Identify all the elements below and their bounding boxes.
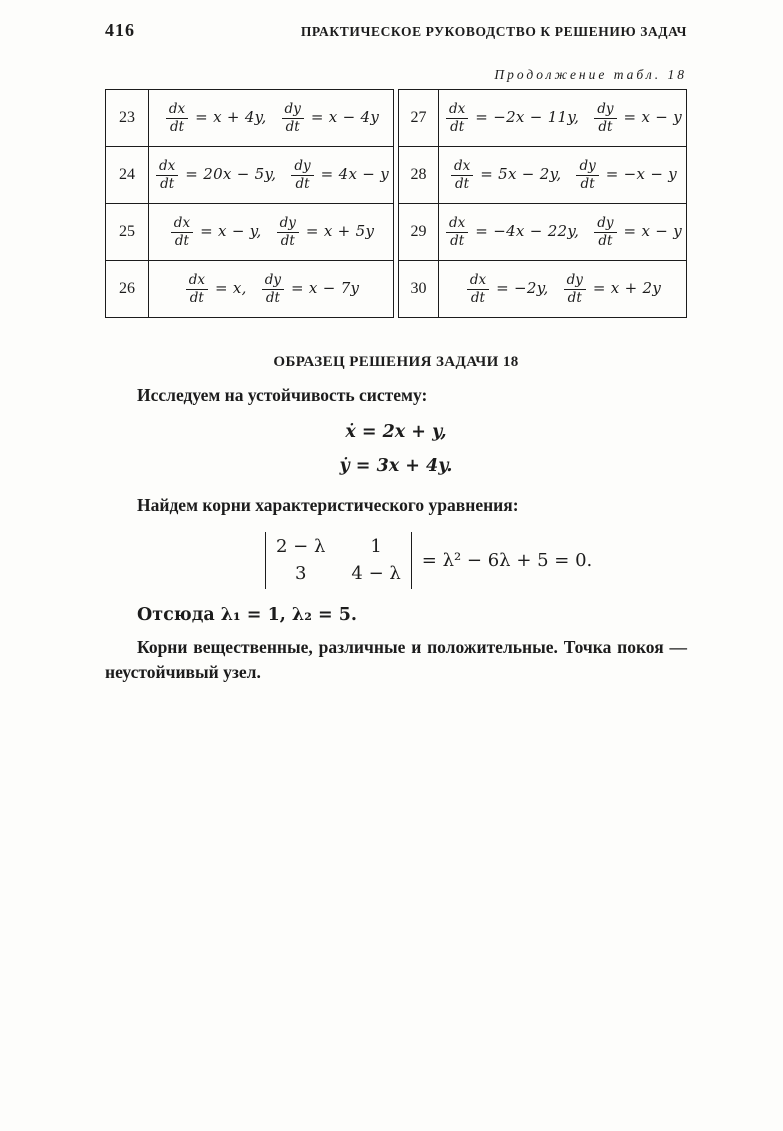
dy-dt-fraction: $\frac{dy}{dt}$: [291, 159, 313, 192]
dx-dt-fraction: $\frac{dx}{dt}$: [186, 273, 208, 306]
characteristic-polynomial: = λ² − 6λ + 5 = 0.: [421, 550, 593, 572]
matrix-cell-a12: 1: [370, 536, 382, 558]
dx-dt-fraction: $\frac{dx}{dt}$: [446, 216, 468, 249]
conclusion-paragraph: Корни вещественные, различные и положительные. Точка покоя — неустойчивый узел.: [105, 636, 687, 682]
equation-rhs: = −2y,: [496, 278, 549, 297]
problem-number: 28: [399, 147, 439, 204]
equation-rhs: = x + 5y: [305, 221, 375, 240]
problem-number: 27: [399, 90, 439, 147]
problem-number: 26: [106, 261, 149, 318]
dx-dt-fraction: $\frac{dx}{dt}$: [166, 102, 188, 135]
intro-paragraph: Исследуем на устойчивость систему:: [137, 385, 428, 405]
dy-dt-fraction: $\frac{dy}{dt}$: [576, 159, 598, 192]
equation-rhs: = x − y: [623, 107, 682, 126]
dy-dt-fraction: $\frac{dy}{dt}$: [594, 216, 616, 249]
problem-number: 25: [106, 204, 149, 261]
table-row: [399, 147, 687, 204]
dx-dt-fraction: $\frac{dx}{dt}$: [171, 216, 193, 249]
equation-rhs: = x,: [214, 278, 247, 297]
system-equations: [105, 416, 687, 483]
sample-solution-heading: ОБРАЗЕЦ РЕШЕНИЯ ЗАДАЧИ 18: [273, 354, 519, 370]
equation-rhs: = −4x − 22y,: [475, 221, 580, 240]
page-number: 416: [105, 20, 135, 40]
problem-number: 29: [399, 204, 439, 261]
system-eq-1: ẋ = 2x + y,: [345, 422, 447, 443]
table-row: [106, 147, 394, 204]
matrix-cell-a22: 4 − λ: [351, 562, 401, 584]
equation-rhs: = x − 7y: [291, 278, 360, 297]
running-head: [105, 0, 687, 41]
problem-equations: [439, 147, 687, 204]
table-row: [106, 261, 394, 318]
problem-equations: [439, 90, 687, 147]
table-row: [399, 261, 687, 318]
dy-dt-fraction: $\frac{dy}{dt}$: [277, 216, 299, 249]
problem-number: 30: [399, 261, 439, 318]
equation-rhs: = x − 4y: [310, 107, 380, 126]
equation-rhs: = 5x − 2y,: [480, 164, 562, 183]
determinant-matrix: [265, 532, 412, 589]
matrix-cell-a21: 3: [294, 562, 307, 584]
characteristic-intro-paragraph: Найдем корни характеристического уравнения:: [137, 494, 519, 515]
running-title: ПРАКТИЧЕСКОЕ РУКОВОДСТВО К РЕШЕНИЮ ЗАДАЧ: [300, 24, 687, 39]
table-row: [399, 204, 687, 261]
equation-rhs: = x + 4y,: [195, 107, 267, 126]
equation-rhs: = −2x − 11y,: [475, 107, 580, 126]
matrix-cell-a11: 2 − λ: [276, 536, 326, 558]
equation-rhs: = −x − y: [605, 164, 678, 183]
table-row: [399, 90, 687, 147]
problem-equations: [149, 261, 394, 318]
dx-dt-fraction: $\frac{dx}{dt}$: [446, 102, 468, 135]
equation-rhs: = 20x − 5y,: [185, 164, 277, 183]
problem-equations: [149, 204, 394, 261]
dy-dt-fraction: $\frac{dy}{dt}$: [564, 273, 586, 306]
dx-dt-fraction: $\frac{dx}{dt}$: [467, 273, 489, 306]
problem-equations: [439, 204, 687, 261]
system-eq-2: ẏ = 3x + 4y.: [339, 455, 453, 476]
dy-dt-fraction: $\frac{dy}{dt}$: [282, 102, 304, 135]
equation-rhs: = x − y,: [200, 221, 262, 240]
equation-rhs: = 4x − y: [320, 164, 389, 183]
dy-dt-fraction: $\frac{dy}{dt}$: [594, 102, 616, 135]
problem-equations: [149, 147, 394, 204]
table-caption: Продолжение табл. 18: [494, 67, 687, 82]
problem-number: 24: [106, 147, 149, 204]
table-row: [106, 90, 394, 147]
table-row: [106, 204, 394, 261]
problem-equations: [149, 90, 394, 147]
dy-dt-fraction: $\frac{dy}{dt}$: [262, 273, 284, 306]
problems-table-left: [105, 89, 394, 318]
problem-number: 23: [106, 90, 149, 147]
characteristic-equation: [265, 532, 687, 589]
equation-rhs: = x + 2y: [592, 278, 662, 297]
dx-dt-fraction: $\frac{dx}{dt}$: [451, 159, 473, 192]
problems-table: [105, 89, 687, 318]
problems-table-right: [398, 89, 687, 318]
problem-equations: [439, 261, 687, 318]
roots-paragraph: Отсюда λ₁ = 1, λ₂ = 5.: [137, 605, 357, 626]
equation-rhs: = x − y: [623, 221, 682, 240]
dx-dt-fraction: $\frac{dx}{dt}$: [156, 159, 178, 192]
